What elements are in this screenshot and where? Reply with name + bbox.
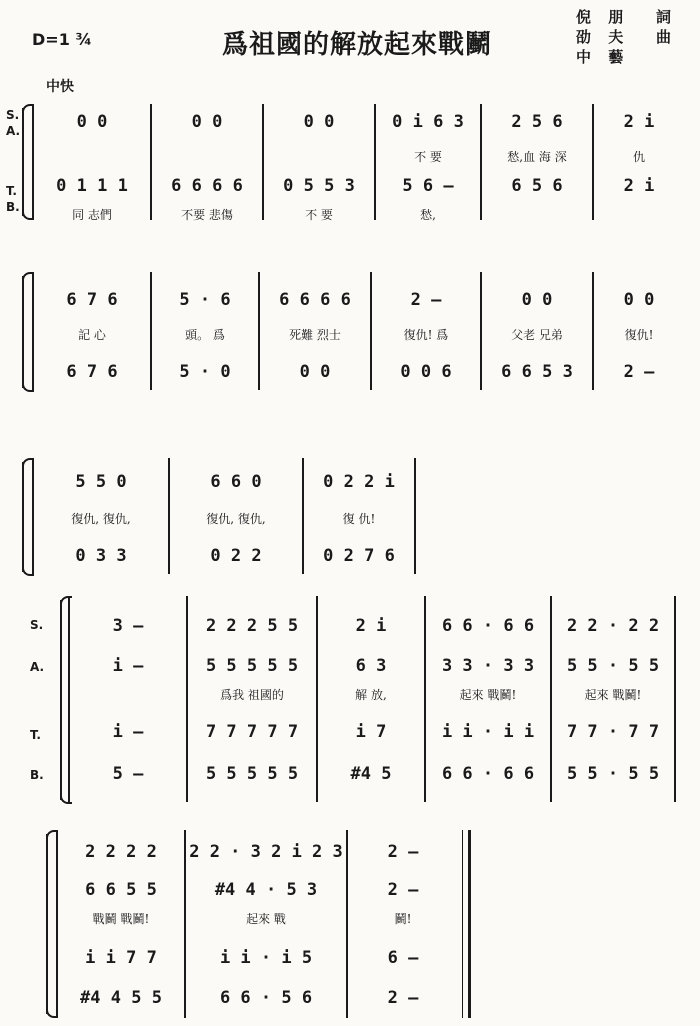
- system-brace: [60, 600, 62, 800]
- lyric: 解 放,: [355, 688, 387, 702]
- measure-tb: 0 3 3: [75, 546, 127, 566]
- measure-sa: 2 i: [623, 112, 655, 132]
- measure-s: 2 2 2 5 5: [205, 616, 299, 636]
- credit-name: 劭 夫: [576, 28, 630, 46]
- measure-tb: 0 2 7 6: [323, 546, 395, 566]
- measure-sa: 6 7 6: [66, 290, 118, 310]
- voice-label-b: B.: [30, 768, 44, 782]
- credit-line: [576, 10, 680, 25]
- measure-a: #4 4 · 5 3: [214, 880, 318, 900]
- barline: [674, 596, 676, 802]
- credit-line: [576, 30, 680, 45]
- lyric: 復仇!: [624, 328, 654, 342]
- measure-s: 3 —: [112, 616, 144, 636]
- voice-label-t: T.: [30, 728, 41, 742]
- lyric: 死難 烈士: [289, 328, 341, 342]
- measure-a: 3 3 · 3 3: [441, 656, 535, 676]
- measure-sa: 0 0: [303, 112, 335, 132]
- lyric-tb: 不 要: [305, 208, 333, 222]
- measure-b: 6 6 · 6 6: [441, 764, 535, 784]
- lyric: 記 心: [78, 328, 106, 342]
- lyric: 爲我 祖國的: [220, 688, 284, 702]
- measure-b: 5 —: [112, 764, 144, 784]
- measure-sa: 0 i 6 3: [392, 112, 464, 132]
- song-title: 爲祖國的解放起來戰鬭: [222, 30, 493, 60]
- measure-b: 2 —: [387, 988, 419, 1008]
- measure-t: i —: [112, 722, 144, 742]
- measure-sa: 0 0: [191, 112, 223, 132]
- measure-s: 6 6 · 6 6: [441, 616, 535, 636]
- final-barline: [462, 830, 471, 1018]
- measure-t: 7 7 · 7 7: [566, 722, 660, 742]
- measure-tb: 5 6 —: [402, 176, 454, 196]
- measure-tb: 5 · 0: [179, 362, 231, 382]
- measure-b: #4 4 5 5: [80, 988, 162, 1008]
- measure-a: 6 3: [355, 656, 387, 676]
- measure-t: i i 7 7: [85, 948, 157, 968]
- lyric: 起來 戰: [246, 912, 286, 926]
- system-brace: [22, 108, 24, 216]
- measure-sa: 2 —: [410, 290, 442, 310]
- measure-t: 6 —: [387, 948, 419, 968]
- measure-sa: 5 5 0: [75, 472, 127, 492]
- measure-tb: 0 5 5 3: [283, 176, 355, 196]
- measure-a: 5 5 5 5 5: [205, 656, 299, 676]
- lyric-tb: 愁,: [420, 208, 436, 222]
- measure-s: 2 —: [387, 842, 419, 862]
- system-brace: [22, 462, 24, 572]
- measure-s: 2 2 · 2 2: [566, 616, 660, 636]
- key-signature: D=1 ¾: [32, 30, 92, 49]
- barline: [414, 458, 416, 574]
- measure-tb: 6 6 6 6: [171, 176, 243, 196]
- voice-label-b: B.: [6, 200, 20, 214]
- measure-t: i 7: [355, 722, 387, 742]
- lyric-tb: 不要 悲傷: [181, 208, 233, 222]
- lyric: 復 仇!: [342, 512, 376, 526]
- measure-t: 7 7 7 7 7: [205, 722, 299, 742]
- measure-tb: 6 5 6: [511, 176, 563, 196]
- lyric-sa: 愁,血 海 深: [507, 150, 567, 164]
- measure-tb: 2 i: [623, 176, 655, 196]
- credit-name: 中 藝: [576, 48, 630, 66]
- lyric: 戰鬭 戰鬭!: [92, 912, 150, 926]
- measure-b: 6 6 · 5 6: [219, 988, 313, 1008]
- lyric: 復仇, 復仇,: [71, 512, 131, 526]
- measure-sa: 5 · 6: [179, 290, 231, 310]
- measure-sa: 0 0: [76, 112, 108, 132]
- lyric-tb: 同 志們: [72, 208, 112, 222]
- voice-label-t: T.: [6, 184, 17, 198]
- measure-tb: 0 0 6: [400, 362, 452, 382]
- measure-tb: 2 —: [623, 362, 655, 382]
- measure-tb: 6 6 5 3: [501, 362, 573, 382]
- lyric-sa: 不 要: [414, 150, 442, 164]
- measure-tb: 0 2 2: [210, 546, 262, 566]
- lyric: 復仇! 爲: [403, 328, 449, 342]
- measure-s: 2 2 · 3 2 i 2 3: [189, 842, 343, 862]
- credit-role: 詞: [656, 8, 672, 26]
- measure-sa: 6 6 0: [210, 472, 262, 492]
- voice-label-a: A.: [6, 124, 21, 138]
- measure-b: 5 5 · 5 5: [566, 764, 660, 784]
- measure-t: i i · i 5: [219, 948, 313, 968]
- measure-sa: 6 6 6 6: [279, 290, 351, 310]
- measure-t: i i · i i: [441, 722, 535, 742]
- measure-tb: 0 0: [299, 362, 331, 382]
- credit-role: 曲: [656, 28, 672, 46]
- lyric: 起來 戰鬭!: [584, 688, 642, 702]
- voice-label-s: S.: [30, 618, 44, 632]
- lyric: 起來 戰鬭!: [459, 688, 517, 702]
- measure-b: #4 5: [350, 764, 392, 784]
- system-brace: [46, 834, 48, 1014]
- voice-label-s: S.: [6, 108, 20, 122]
- measure-b: 5 5 5 5 5: [205, 764, 299, 784]
- lyric: 鬭!: [394, 912, 412, 926]
- measure-tb: 0 1 1 1: [56, 176, 128, 196]
- credit-line: [576, 50, 680, 65]
- measure-a: 5 5 · 5 5: [566, 656, 660, 676]
- measure-sa: 0 2 2 i: [323, 472, 395, 492]
- measure-sa: 0 0: [623, 290, 655, 310]
- measure-a: 2 —: [387, 880, 419, 900]
- system-brace: [22, 276, 24, 388]
- voice-label-a: A.: [30, 660, 45, 674]
- measure-tb: 6 7 6: [66, 362, 118, 382]
- lyric: 頭。 爲: [185, 328, 225, 342]
- measure-s: 2 2 2 2: [85, 842, 157, 862]
- measure-a: 6 6 5 5: [85, 880, 157, 900]
- lyric: 復仇, 復仇,: [206, 512, 266, 526]
- lyric-sa: 仇: [632, 150, 645, 164]
- tempo-marking: 中快: [46, 79, 74, 95]
- measure-sa: 0 0: [521, 290, 553, 310]
- measure-s: 2 i: [355, 616, 387, 636]
- credit-name: 倪 朋: [576, 8, 630, 26]
- measure-a: i —: [112, 656, 144, 676]
- lyric: 父老 兄弟: [511, 328, 563, 342]
- measure-sa: 2 5 6: [511, 112, 563, 132]
